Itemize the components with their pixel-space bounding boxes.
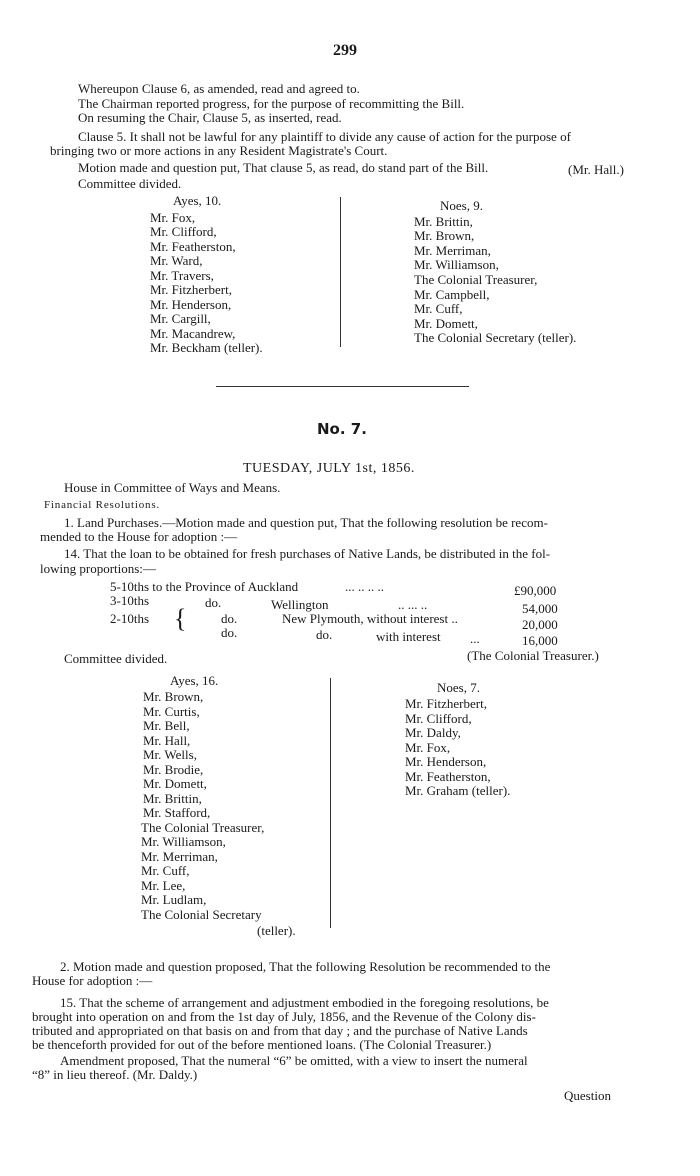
ayes-heading: Ayes, 10. bbox=[173, 193, 222, 208]
text-line: The Chairman reported progress, for the purpose of recommitting the Bill. bbox=[78, 96, 465, 111]
aye-name: Mr. Stafford, bbox=[143, 805, 211, 820]
no-name: Mr. Merriman, bbox=[414, 243, 491, 258]
share-label: 2-10ths bbox=[110, 611, 149, 626]
text-line: House for adoption :— bbox=[32, 973, 153, 988]
no-name: Mr. Fox, bbox=[405, 740, 451, 755]
text-line: “8” in lieu thereof. (Mr. Daldy.) bbox=[32, 1067, 198, 1082]
text-line: Motion made and question put, That clause 5, as read, do stand part of the Bill. bbox=[78, 160, 489, 175]
date-heading: TUESDAY, JULY 1st, 1856. bbox=[243, 461, 415, 476]
text-line: mended to the House for adoption :— bbox=[40, 529, 238, 544]
aye-name: Mr. Fox, bbox=[150, 210, 196, 225]
aye-name: The Colonial Secretary bbox=[141, 907, 262, 922]
no-name: Mr. Graham (teller). bbox=[405, 783, 511, 798]
no-name: Mr. Featherston, bbox=[405, 769, 491, 784]
no-name: The Colonial Treasurer, bbox=[414, 272, 538, 287]
no-name: Mr. Brittin, bbox=[414, 214, 473, 229]
division-divider bbox=[330, 678, 331, 928]
text-line: lowing proportions:— bbox=[40, 561, 156, 576]
section-number: No. 7. bbox=[317, 420, 367, 438]
page-number: 299 bbox=[333, 42, 357, 59]
aye-name: Mr. Williamson, bbox=[141, 834, 226, 849]
share-label: 5-10ths to the Province of Auckland bbox=[110, 579, 299, 594]
division-divider bbox=[340, 197, 341, 347]
aye-name: Mr. Wells, bbox=[143, 747, 197, 762]
aye-name: Mr. Brittin, bbox=[143, 791, 202, 806]
noes-heading: Noes, 7. bbox=[437, 680, 480, 695]
no-name: Mr. Williamson, bbox=[414, 257, 499, 272]
text-line: 14. That the loan to be obtained for fresh purchases of Native Lands, be distributed in the fol- bbox=[64, 546, 551, 561]
no-name: Mr. Clifford, bbox=[405, 711, 472, 726]
amount: 16,000 bbox=[522, 633, 558, 648]
no-name: The Colonial Secretary (teller). bbox=[414, 330, 577, 345]
leader-dots: ... .. .. .. bbox=[345, 579, 384, 594]
ditto: do. bbox=[221, 611, 238, 626]
amount: 20,000 bbox=[522, 617, 558, 632]
leader-dots: ... bbox=[470, 631, 480, 646]
no-name: Mr. Domett, bbox=[414, 316, 478, 331]
mover-attribution: (The Colonial Treasurer.) bbox=[467, 648, 599, 663]
aye-name: Mr. Featherston, bbox=[150, 239, 236, 254]
aye-name: The Colonial Treasurer, bbox=[141, 820, 265, 835]
text-line: 15. That the scheme of arrangement and adjustment embodied in the foregoing resolutions, be bbox=[60, 995, 549, 1010]
no-name: Mr. Daldy, bbox=[405, 725, 461, 740]
aye-name: Mr. Cargill, bbox=[150, 311, 211, 326]
text-line: be thenceforth provided for out of the before mentioned loans. (The Colonial Treasurer.) bbox=[32, 1037, 492, 1052]
aye-name: Mr. Domett, bbox=[143, 776, 207, 791]
aye-name: Mr. Cuff, bbox=[141, 863, 190, 878]
text-line: Amendment proposed, That the numeral “6” be omitted, with a view to insert the numeral bbox=[60, 1053, 528, 1068]
subheading: Financial Resolutions. bbox=[44, 499, 160, 511]
text-line: tributed and appropriated on that basis on and from that day ; and the purchase of Native Lands bbox=[32, 1023, 528, 1038]
leader-dots: .. ... .. bbox=[398, 597, 428, 612]
aye-name: Mr. Lee, bbox=[141, 878, 186, 893]
text-line: 2. Motion made and question proposed, That the following Resolution be recommended to the bbox=[60, 959, 551, 974]
text-line: brought into operation on and from the 1st day of July, 1856, and the Revenue of the Colony dis- bbox=[32, 1009, 536, 1024]
section-divider bbox=[216, 386, 469, 387]
aye-teller: (teller). bbox=[257, 923, 296, 938]
noes-heading: Noes, 9. bbox=[440, 198, 483, 213]
brace-glyph: { bbox=[174, 604, 187, 633]
aye-name: Mr. Brown, bbox=[143, 689, 204, 704]
ditto: do. bbox=[205, 595, 222, 610]
aye-name: Mr. Beckham (teller). bbox=[150, 340, 263, 355]
text-line: On resuming the Chair, Clause 5, as inserted, read. bbox=[78, 110, 342, 125]
interest-label: with interest bbox=[376, 629, 441, 644]
text-line: bringing two or more actions in any Resident Magistrate's Court. bbox=[50, 143, 388, 158]
ditto: do. bbox=[316, 627, 333, 642]
no-name: Mr. Cuff, bbox=[414, 301, 463, 316]
ditto: do. bbox=[221, 625, 238, 640]
amount: £90,000 bbox=[514, 583, 557, 598]
aye-name: Mr. Macandrew, bbox=[150, 326, 236, 341]
aye-name: Mr. Ward, bbox=[150, 253, 203, 268]
text-line: Committee divided. bbox=[64, 651, 168, 666]
text-line: House in Committee of Ways and Means. bbox=[64, 480, 281, 495]
aye-name: Mr. Clifford, bbox=[150, 224, 217, 239]
amount: 54,000 bbox=[522, 601, 558, 616]
no-name: Mr. Fitzherbert, bbox=[405, 696, 487, 711]
place-name: New Plymouth, without interest .. bbox=[282, 611, 458, 626]
aye-name: Mr. Brodie, bbox=[143, 762, 204, 777]
no-name: Mr. Campbell, bbox=[414, 287, 490, 302]
aye-name: Mr. Fitzherbert, bbox=[150, 282, 232, 297]
aye-name: Mr. Ludlam, bbox=[141, 892, 207, 907]
text-line: 1. Land Purchases.—Motion made and question put, That the following resolution be recom- bbox=[64, 515, 548, 530]
share-label: 3-10ths bbox=[110, 593, 149, 608]
ayes-heading: Ayes, 16. bbox=[170, 673, 219, 688]
aye-name: Mr. Curtis, bbox=[143, 704, 200, 719]
no-name: Mr. Henderson, bbox=[405, 754, 487, 769]
no-name: Mr. Brown, bbox=[414, 228, 475, 243]
text-line: Clause 5. It shall not be lawful for any plaintiff to divide any cause of action for the purpose of bbox=[78, 129, 571, 144]
place-name: Wellington bbox=[271, 597, 329, 612]
aye-name: Mr. Bell, bbox=[143, 718, 190, 733]
text-line: Committee divided. bbox=[78, 176, 182, 191]
aye-name: Mr. Merriman, bbox=[141, 849, 218, 864]
text-line: Whereupon Clause 6, as amended, read and agreed to. bbox=[78, 81, 360, 96]
aye-name: Mr. Hall, bbox=[143, 733, 191, 748]
aye-name: Mr. Travers, bbox=[150, 268, 214, 283]
aye-name: Mr. Henderson, bbox=[150, 297, 232, 312]
catchword: Question bbox=[564, 1088, 611, 1103]
mover-attribution: (Mr. Hall.) bbox=[568, 162, 624, 177]
